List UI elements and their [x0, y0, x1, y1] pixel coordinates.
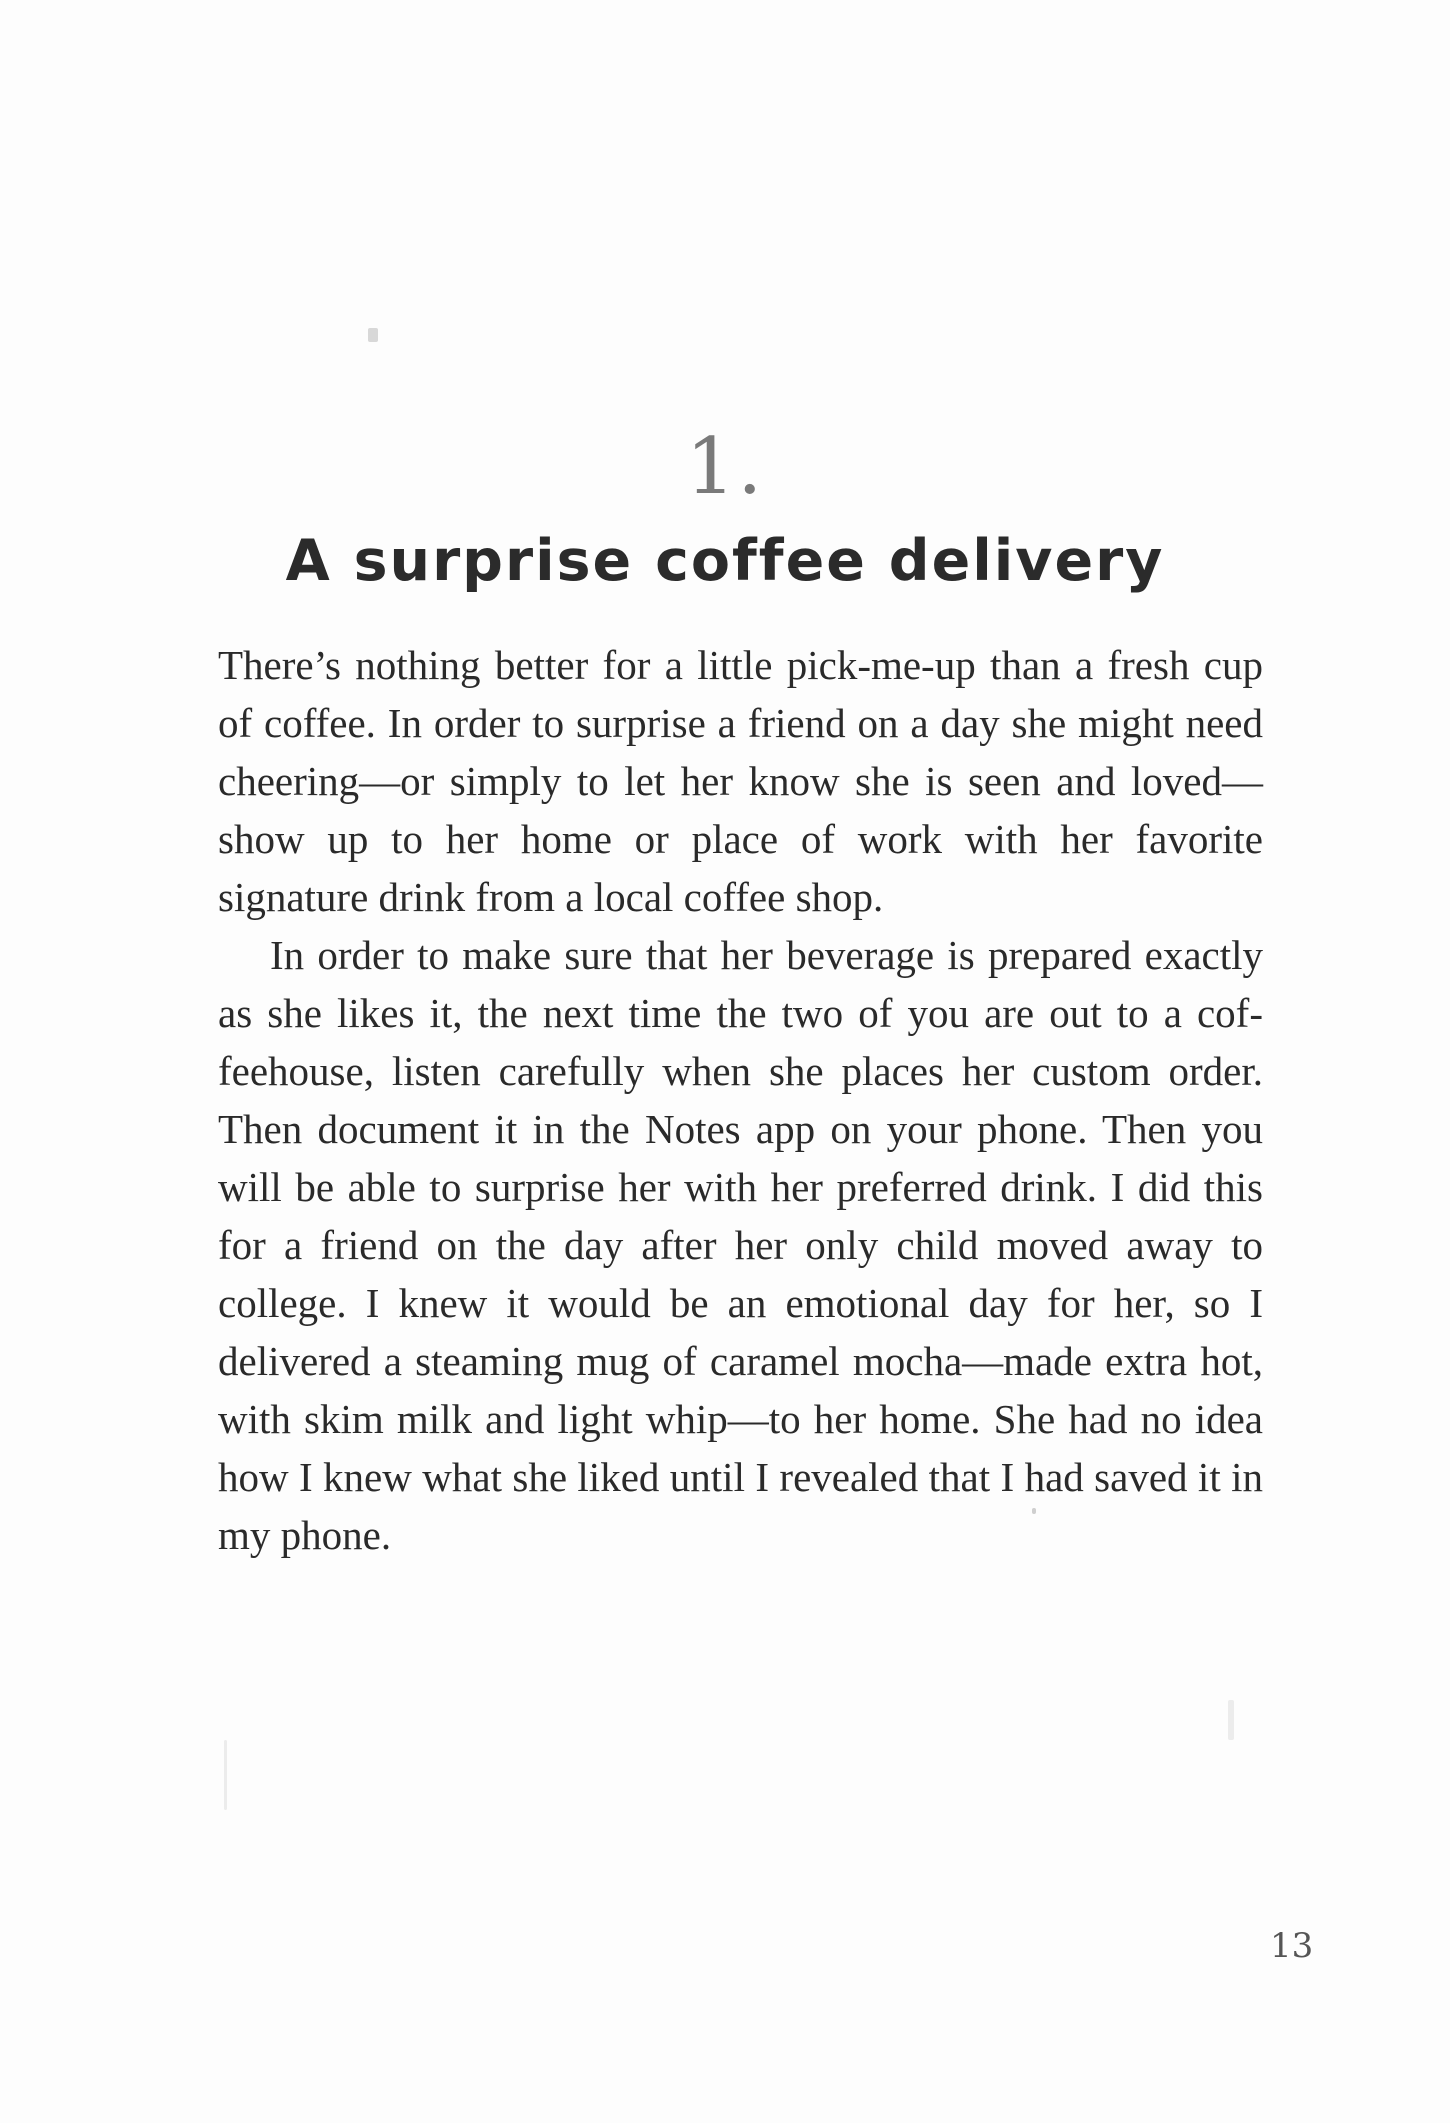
chapter-body — [218, 636, 1263, 1564]
chapter-title: A surprise coffee delivery — [285, 528, 1165, 594]
paragraph: There’s nothing better for a little pick-me-up than a fresh cup of coffee. In order to surprise a friend on a day she might need cheering—or simply to let her know she is seen and loved—show up to her home or place of work with her favorite signature drink from a local coffee shop. — [218, 642, 1263, 920]
paragraph: In order to make sure that her beverage is prepared exactly as she likes it, the next time the two of you are out to a coffeehouse, listen carefully when she places her custom order. Then document it in the Notes app on your phone. Then you will be able to surprise her with her preferred drink. I did this for a friend on the day after her only child moved away to college. I knew it would be an emotional day for her, so I delivered a steaming mug of caramel mocha—made extra hot, with skim milk and light whip—to her home. She had no idea how I knew what she liked until I revealed that I had saved it in my phone. — [218, 932, 1263, 1558]
scan-speck — [224, 1740, 227, 1810]
scan-speck — [1228, 1700, 1234, 1740]
scan-speck — [368, 328, 378, 342]
page-number: 13 — [1270, 1926, 1314, 1966]
chapter-number: 1. — [685, 422, 765, 512]
